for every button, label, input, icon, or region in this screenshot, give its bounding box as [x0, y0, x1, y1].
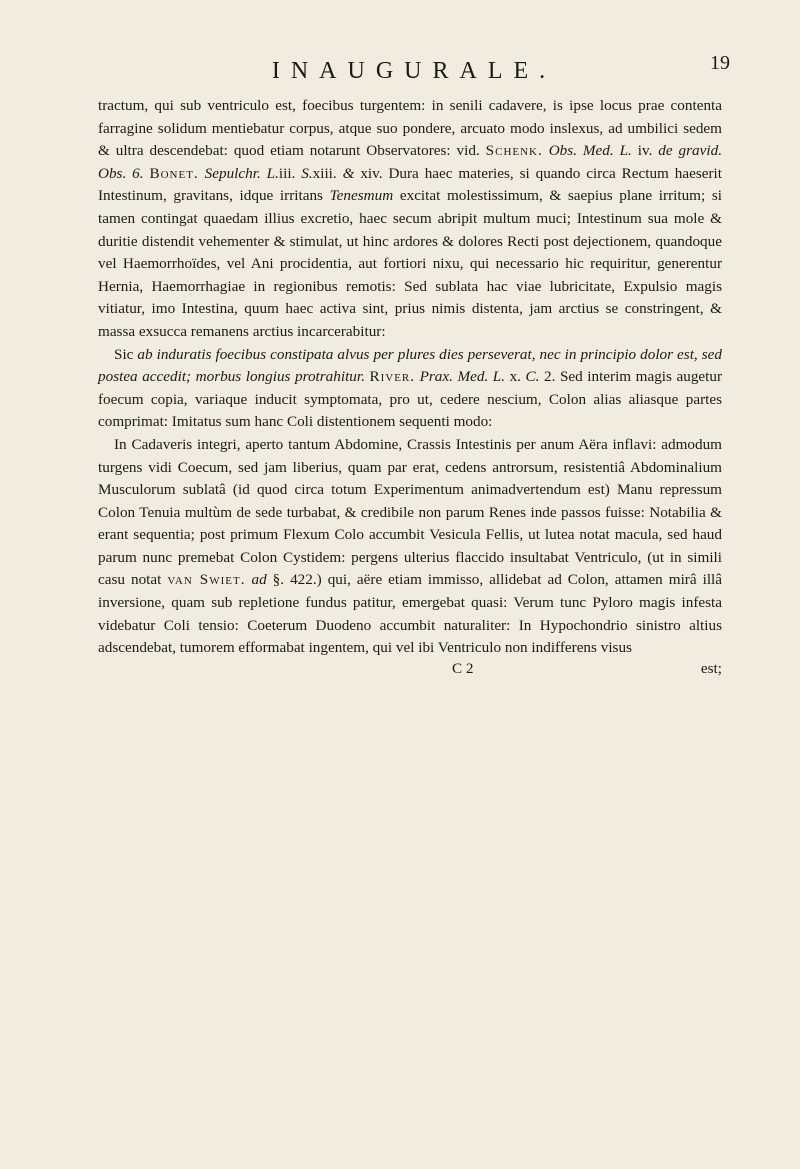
author-name: Schenk. [485, 142, 543, 160]
page-number: 19 [710, 52, 730, 74]
author-name: Bonet. [149, 164, 199, 182]
italic-run: ab induratis foecibus constipata alvus per plures dies perseverat, nec in principio dolor est, sed postea accedit; morbus longius protrahitur. [98, 345, 722, 386]
text-run: xiii. [312, 164, 343, 182]
text-run: x. [505, 368, 526, 386]
text-run: iii. [278, 164, 302, 182]
page-footer [98, 660, 722, 682]
catchword: est; [700, 659, 722, 677]
italic-run: Obs. Med. L. [548, 142, 632, 160]
italic-run: de gravid. Obs. 6. [98, 142, 722, 182]
text-run: Sic [114, 345, 138, 363]
body-text [98, 95, 722, 660]
italic-run: & [342, 164, 355, 182]
italic-run: C. [525, 368, 540, 386]
author-name: van Swiet. [167, 571, 246, 589]
text-run: excitat molestissimum, & saepius plane irritum; si tamen contingat quaedam illius excretio, haec secum abripit multum muci; Intestinum sua mole & duritie distendit vehementer & stimulat, ut hinc ardores & dolores Recti post dejectionem, quandoque vel Haemorrhoïdes, vel Ani procidentia, aut fortiori nixu, qui necessario hic requiritur, generentur Hernia, Haemorrhagiae in regionibus remotis: Sed sublata hac viae lubricitate, Expulsio magis vitiatur, imo Intestina, quum haec activa sint, prius nimis distenta, jam arctius se constringent, & massa exsucca remanens arctius incarcerabitur: [98, 187, 722, 340]
text-run: xiv. Dura haec materies, si quando circa Rectum haeserit Intestinum, gravitans, idque irritans [98, 164, 722, 205]
signature-mark: C 2 [452, 659, 474, 677]
author-name: River. [369, 368, 416, 386]
text-run: tractum, qui sub ventriculo est, foecibus turgentem: in senili cadavere, is ipse locus prae contenta farragine solidum mentiebatur corpus, atque suo pondere, arcuato modo inslexus, ad umbilici sedem & ultra descendebat: quod etiam notarunt Observatores: vid. [98, 97, 722, 160]
paragraph [98, 344, 722, 434]
text-run: 2. Sed interim magis augetur foecum copia, variaque inducit symptomata, pro ut, cedere nescium, Colon alias aliasque partes comprimat: Imitatus sum hanc Coli distentionem sequenti modo: [98, 368, 723, 431]
text-run: In Cadaveris integri, aperto tantum Abdomine, Crassis Intestinis per anum Aëra inflavi: admodum turgens vidi Coecum, sed jam liberius, quam par erat, cedens antrorsum, resistentiâ Abdominalium Musculorum sublatâ (id quod circa totum Experimentum animadvertendum est) Manu repressum Colon Tenuia multùm de sede turbabat, & credibile non parum Renes inde passos fuisse: Notabilia & erant sequentia; post primum Flexum Colo accumbit Vesicula Fellis, ut lutea notat macula, sed haud parum nunc premebat Colon Cystidem: pergens ulterius flaccido insultabat Ventriculo, (ut in simili casu notat [98, 435, 722, 589]
italic-run: Prax. Med. L. [419, 368, 506, 386]
text-run: iv. [631, 142, 659, 160]
page-header [98, 50, 730, 92]
running-head: INAUGURALE. [271, 57, 557, 84]
italic-run: ad [251, 571, 267, 589]
text-run: §. 422.) qui, aëre etiam immisso, allidebat ad Colon, attamen mirâ illâ inversione, quam sub repletione fundus patitur, emergebat quasi: Verum tunc Pyloro magis infesta videbatur Coli tensio: Coeterum Duodeno accumbit naturaliter: In Hypochondrio sinistro altius adscendebat, tumorem efformabat ingentem, qui vel ibi Ventriculo non indifferens visus [98, 571, 723, 657]
paragraph [98, 434, 722, 660]
italic-run: Sepulchr. L. [204, 164, 279, 182]
paragraph [98, 95, 722, 344]
italic-run: Tenesmum [329, 187, 394, 205]
italic-run: S. [301, 164, 313, 182]
